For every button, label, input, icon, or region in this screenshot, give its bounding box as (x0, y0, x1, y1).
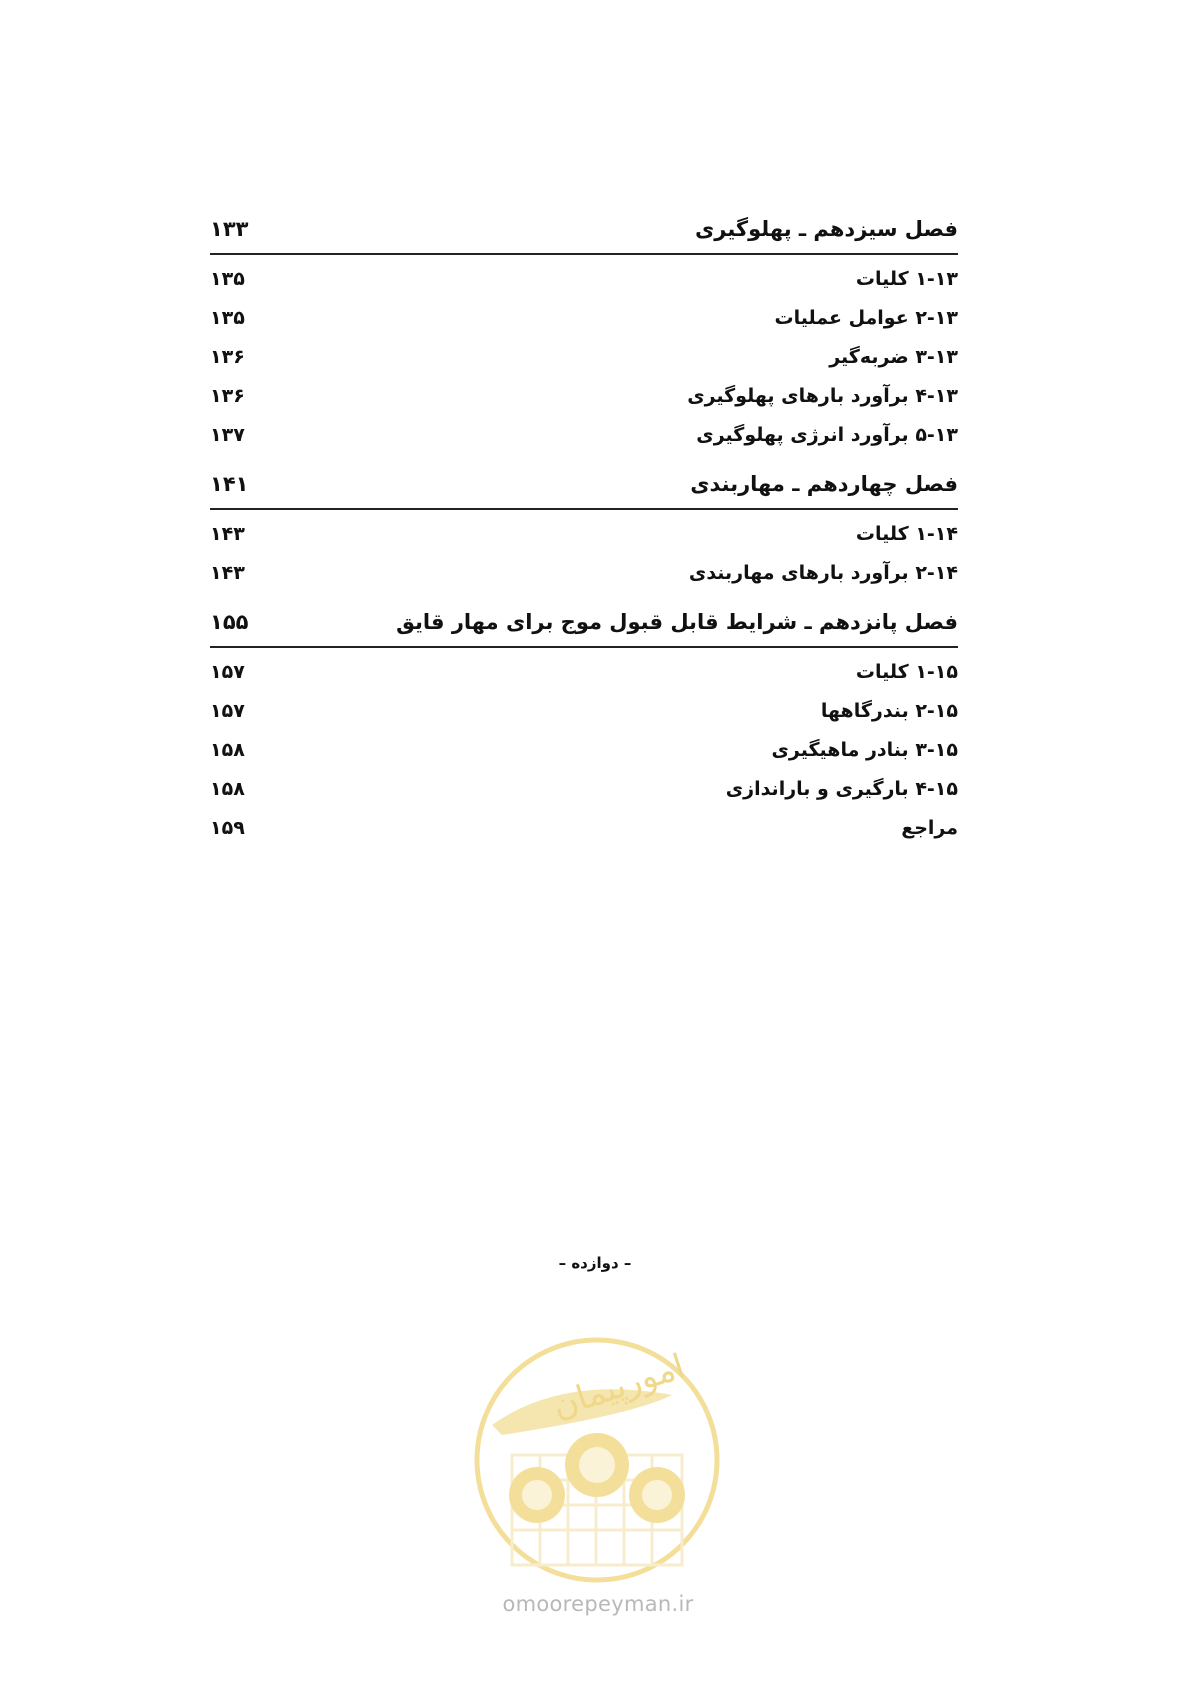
toc-section[interactable] (210, 514, 958, 553)
logo-text: امورپیمان (547, 1346, 690, 1427)
toc-entry-title: ۵-۱۳ برآورد انرژی پهلوگیری (696, 423, 958, 446)
toc-section[interactable] (210, 415, 958, 454)
toc-entry-page: ۱۴۳ (210, 561, 245, 584)
toc-chapter-15[interactable] (210, 598, 958, 648)
toc-entry-title: ۴-۱۵ بارگیری و باراندازی (725, 777, 958, 800)
toc-entry-title: ۴-۱۳ برآورد بارهای پهلوگیری (687, 384, 958, 407)
toc-entry-page: ۱۳۳ (210, 217, 249, 241)
page-number-footer: – دوازده – (558, 1254, 632, 1272)
toc-section[interactable] (210, 337, 958, 376)
toc-entry-page: ۱۵۸ (210, 738, 245, 761)
watermark-site-url: omoorepeyman.ir (502, 1592, 694, 1616)
toc-entry-title: ۲-۱۴ برآورد بارهای مهاربندی (688, 561, 958, 584)
toc-entry-page: ۱۴۳ (210, 522, 245, 545)
toc-section[interactable] (210, 376, 958, 415)
toc-entry-page: ۱۵۷ (210, 660, 245, 683)
toc-entry-page: ۱۵۸ (210, 777, 245, 800)
toc-entry-page: ۱۴۱ (210, 472, 249, 496)
toc-chapter-13[interactable] (210, 205, 958, 255)
toc-entry-title: ۲-۱۵ بندرگاهها (820, 699, 958, 722)
toc-chapter-14[interactable] (210, 460, 958, 510)
toc-entry-page: ۱۳۶ (210, 384, 245, 407)
toc-entry-title: ۳-۱۵ بنادر ماهیگیری (771, 738, 958, 761)
toc-section[interactable] (210, 652, 958, 691)
toc-entry-page: ۱۵۵ (210, 610, 249, 634)
toc-entry-title: ۱-۱۵ کلیات (855, 660, 958, 683)
toc-entry-page: ۱۵۷ (210, 699, 245, 722)
toc-entry-page: ۱۳۵ (210, 267, 245, 290)
toc-entry-page: ۱۵۹ (210, 816, 245, 839)
table-of-contents (210, 205, 958, 847)
toc-section[interactable] (210, 553, 958, 592)
toc-section[interactable] (210, 259, 958, 298)
toc-section[interactable] (210, 769, 958, 808)
toc-section-references[interactable] (210, 808, 958, 847)
toc-entry-title: فصل پانزدهم ـ شرایط قابل قبول موج برای مهار قایق (396, 610, 958, 634)
toc-entry-page: ۱۳۷ (210, 423, 245, 446)
toc-entry-title: مراجع (901, 816, 958, 839)
toc-entry-title: ۳-۱۳ ضربه‌گیر (829, 345, 958, 368)
toc-section[interactable] (210, 298, 958, 337)
toc-entry-title: ۱-۱۴ کلیات (855, 522, 958, 545)
toc-entry-title: ۱-۱۳ کلیات (855, 267, 958, 290)
toc-entry-page: ۱۳۶ (210, 345, 245, 368)
watermark-logo (472, 1335, 722, 1625)
toc-section[interactable] (210, 691, 958, 730)
toc-entry-page: ۱۳۵ (210, 306, 245, 329)
toc-entry-title: فصل سیزدهم ـ پهلوگیری (695, 217, 958, 241)
toc-section[interactable] (210, 730, 958, 769)
toc-entry-title: ۲-۱۳ عوامل عملیات (774, 306, 958, 329)
toc-entry-title: فصل چهاردهم ـ مهاربندی (690, 472, 958, 496)
